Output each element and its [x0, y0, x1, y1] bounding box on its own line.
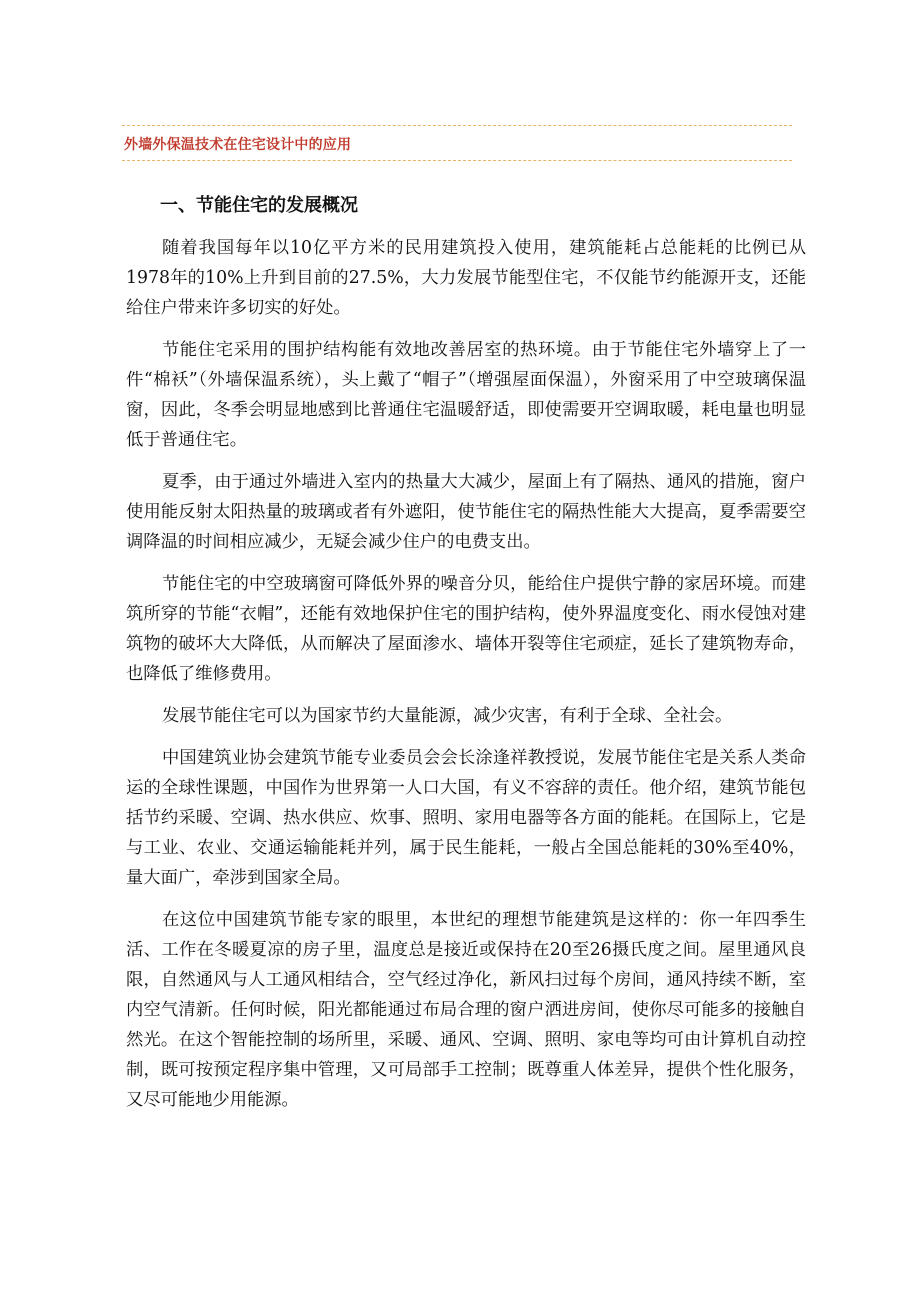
- document-title[interactable]: 外墙外保温技术在住宅设计中的应用: [124, 137, 352, 153]
- paragraph-7: 在这位中国建筑节能专家的眼里，本世纪的理想节能建筑是这样的：你一年四季生活、工作在冬暖夏凉的房子里，温度总是接近或保持在20至26摄氏度之间。屋里通风良限，自然通风与人工通风相结合，空气经过净化，新风扫过每个房间，通风持续不断，室内空气清新。任何时候，阳光都能通过布局合理的窗户洒进房间，使你尽可能多的接触自然光。在这个智能控制的场所里，采暖、通风、空调、照明、家电等均可由计算机自动控制，既可按预定程序集中管理，又可局部手工控制；既尊重人体差异，提供个性化服务，又尽可能地少用能源。: [126, 910, 806, 1110]
- paragraph-3: 夏季，由于通过外墙进入室内的热量大大减少，屋面上有了隔热、通风的措施，窗户使用能反射太阳热量的玻璃或者有外遮阳，使节能住宅的隔热性能大大提高，夏季需要空调降温的时间相应减少，无疑会减少住户的电费支出。: [126, 472, 806, 552]
- paragraph-5: 发展节能住宅可以为国家节约大量能源，减少灾害，有利于全球、全社会。: [162, 706, 733, 726]
- title-band: [122, 125, 792, 161]
- paragraph-1: 随着我国每年以10亿平方米的民用建筑投入使用，建筑能耗占总能耗的比例已从1978年的10%上升到目前的27.5%，大力发展节能型住宅，不仅能节约能源开支，还能给住户带来许多切实的好处。: [126, 238, 806, 318]
- paragraph-4: 节能住宅的中空玻璃窗可降低外界的噪音分贝，能给住户提供宁静的家居环境。而建筑所穿的节能“衣帽”，还能有效地保护住宅的围护结构，使外界温度变化、雨水侵蚀对建筑物的破坏大大降低，从而解决了屋面渗水、墙体开裂等住宅顽症，延长了建筑物寿命，也降低了维修费用。: [126, 574, 806, 684]
- article-body: [126, 233, 806, 1127]
- section-heading: 一、节能住宅的发展概况: [160, 195, 358, 216]
- paragraph-2: 节能住宅采用的围护结构能有效地改善居室的热环境。由于节能住宅外墙穿上了一件“棉袄”（外墙保温系统），头上戴了“帽子”（增强屋面保温），外窗采用了中空玻璃保温窗，因此，冬季会明显地感到比普通住宅温暖舒适，即使需要开空调取暖，耗电量也明显低于普通住宅。: [126, 340, 806, 450]
- paragraph-6: 中国建筑业协会建筑节能专业委员会会长涂逢祥教授说，发展节能住宅是关系人类命运的全球性课题，中国作为世界第一人口大国，有义不容辞的责任。他介绍，建筑节能包括节约采暖、空调、热水供应、炊事、照明、家用电器等各方面的能耗。在国际上，它是与工业、农业、交通运输能耗并列，属于民生能耗，一般占全国总能耗的30%至40%，量大面广，牵涉到国家全局。: [126, 748, 806, 888]
